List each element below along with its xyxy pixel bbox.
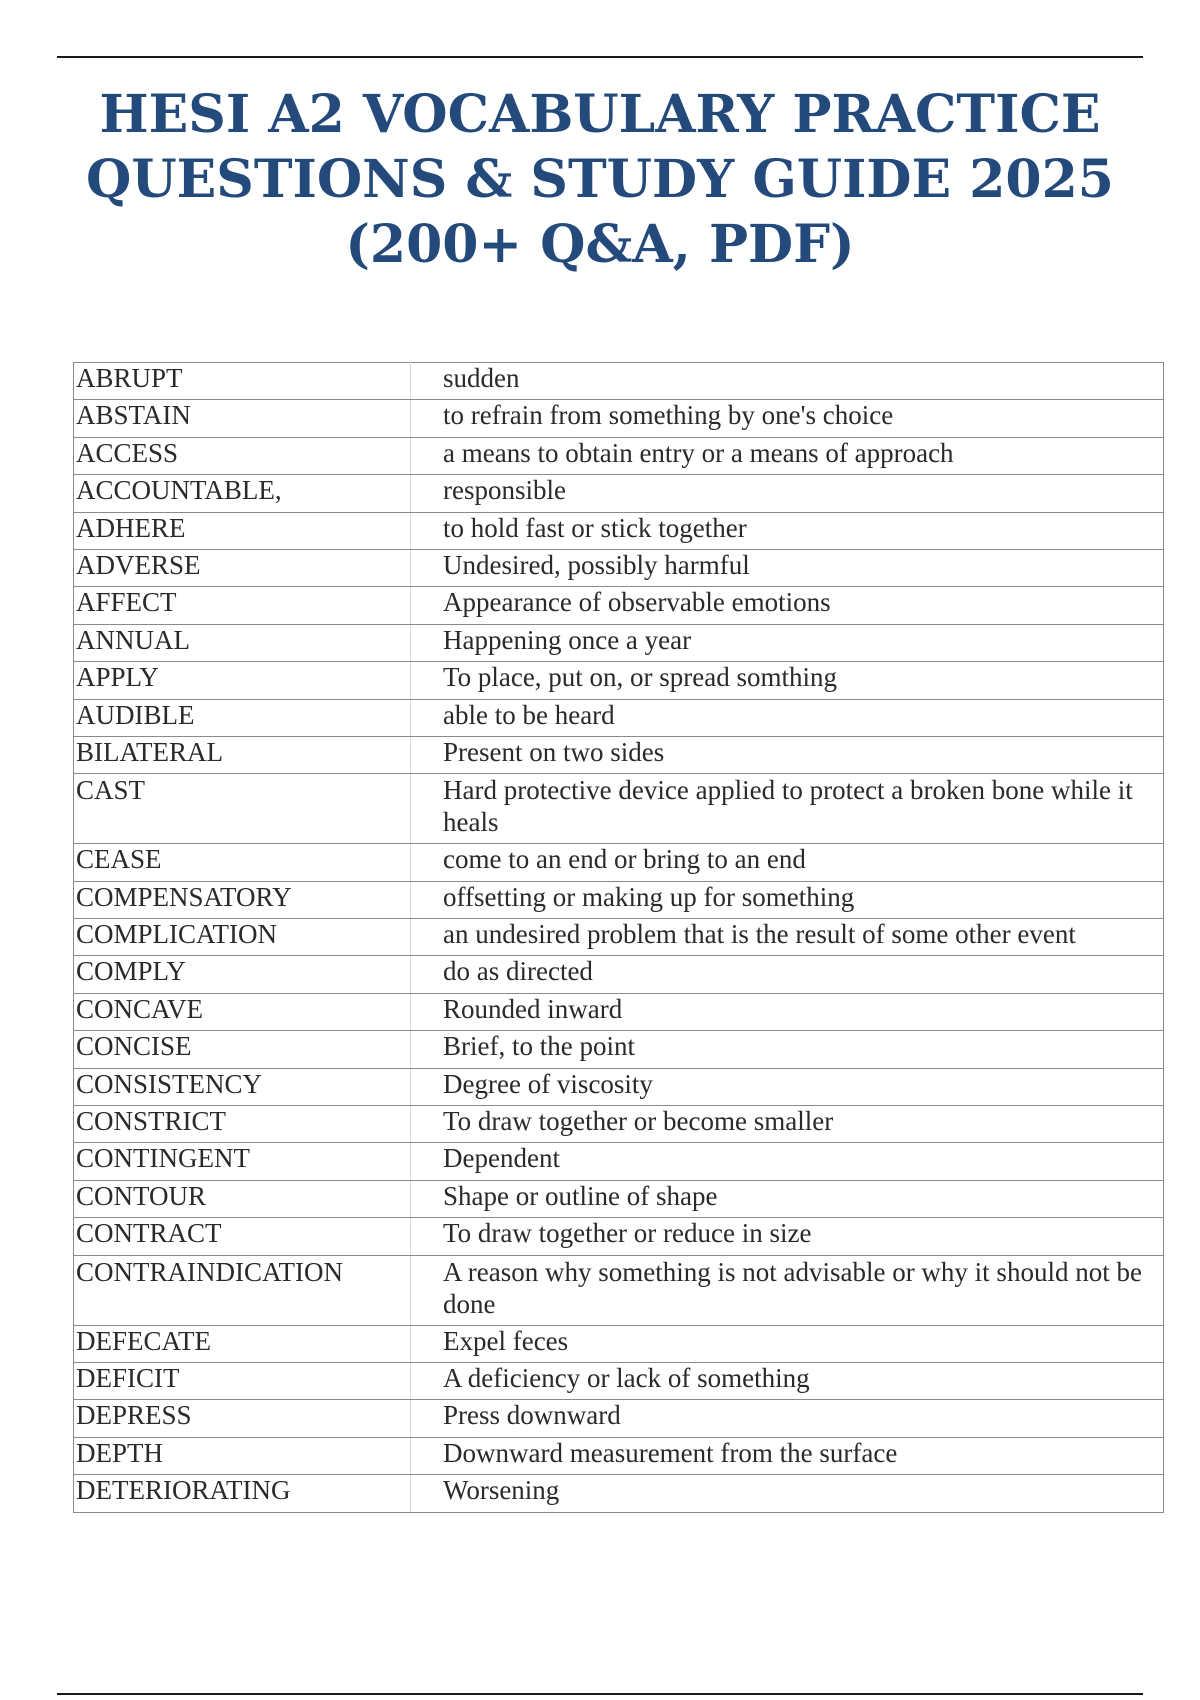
table-row (74, 1068, 1164, 1105)
term-cell: DEFECATE (74, 1325, 411, 1362)
definition-cell: A reason why something is not advisable or why it should not be done (411, 1255, 1164, 1325)
table-row (74, 363, 1164, 400)
table-row (74, 881, 1164, 918)
term-cell: ACCOUNTABLE, (74, 475, 411, 512)
definition-cell: Dependent (411, 1143, 1164, 1180)
term-cell: DEPTH (74, 1437, 411, 1474)
table-row (74, 437, 1164, 474)
document-title (60, 82, 1140, 277)
definition-cell: Brief, to the point (411, 1031, 1164, 1068)
table-row (74, 699, 1164, 736)
term-cell: CEASE (74, 844, 411, 881)
title-line-1: HESI A2 VOCABULARY PRACTICE (99, 84, 1101, 145)
table-row (74, 1400, 1164, 1437)
table-row (74, 1437, 1164, 1474)
term-cell: CONCAVE (74, 993, 411, 1030)
term-cell: ABSTAIN (74, 400, 411, 437)
term-cell: COMPENSATORY (74, 881, 411, 918)
term-cell: CONSISTENCY (74, 1068, 411, 1105)
table-row (74, 993, 1164, 1030)
definition-cell: To place, put on, or spread somthing (411, 662, 1164, 699)
definition-cell: A deficiency or lack of something (411, 1362, 1164, 1399)
definition-cell: Undesired, possibly harmful (411, 549, 1164, 586)
table-row (74, 1218, 1164, 1255)
term-cell: COMPLICATION (74, 919, 411, 956)
table-row (74, 774, 1164, 844)
term-cell: ADHERE (74, 512, 411, 549)
title-line-3: (200+ Q&A, PDF) (345, 214, 855, 275)
definition-cell: Degree of viscosity (411, 1068, 1164, 1105)
term-cell: CONSTRICT (74, 1106, 411, 1143)
bottom-rule (57, 1693, 1143, 1695)
definition-cell: Rounded inward (411, 993, 1164, 1030)
definition-cell: an undesired problem that is the result of some other event (411, 919, 1164, 956)
definition-cell: Appearance of observable emotions (411, 587, 1164, 624)
term-cell: CAST (74, 774, 411, 844)
definition-cell: To draw together or reduce in size (411, 1218, 1164, 1255)
term-cell: CONTRACT (74, 1218, 411, 1255)
table-row (74, 844, 1164, 881)
definition-cell: able to be heard (411, 699, 1164, 736)
term-cell: CONTRAINDICATION (74, 1255, 411, 1325)
top-rule (57, 56, 1143, 58)
definition-cell: responsible (411, 475, 1164, 512)
definition-cell: offsetting or making up for something (411, 881, 1164, 918)
definition-cell: Downward measurement from the surface (411, 1437, 1164, 1474)
table-row (74, 1180, 1164, 1217)
table-row (74, 400, 1164, 437)
table-row (74, 1362, 1164, 1399)
definition-cell: to refrain from something by one's choice (411, 400, 1164, 437)
table-row (74, 1255, 1164, 1325)
definition-cell: Hard protective device applied to protect a broken bone while it heals (411, 774, 1164, 844)
vocabulary-table (73, 362, 1164, 1513)
definition-cell: Shape or outline of shape (411, 1180, 1164, 1217)
term-cell: DETERIORATING (74, 1475, 411, 1512)
table-row (74, 736, 1164, 773)
table-row (74, 1031, 1164, 1068)
term-cell: ANNUAL (74, 624, 411, 661)
definition-cell: to hold fast or stick together (411, 512, 1164, 549)
table-row (74, 624, 1164, 661)
term-cell: ACCESS (74, 437, 411, 474)
table-row (74, 956, 1164, 993)
definition-cell: Happening once a year (411, 624, 1164, 661)
term-cell: DEPRESS (74, 1400, 411, 1437)
term-cell: CONTOUR (74, 1180, 411, 1217)
title-line-2: QUESTIONS & STUDY GUIDE 2025 (86, 149, 1114, 210)
table-row (74, 512, 1164, 549)
table-row (74, 475, 1164, 512)
table-row (74, 1106, 1164, 1143)
definition-cell: do as directed (411, 956, 1164, 993)
definition-cell: a means to obtain entry or a means of approach (411, 437, 1164, 474)
table-row (74, 1325, 1164, 1362)
term-cell: BILATERAL (74, 736, 411, 773)
definition-cell: To draw together or become smaller (411, 1106, 1164, 1143)
table-row (74, 549, 1164, 586)
definition-cell: Present on two sides (411, 736, 1164, 773)
definition-cell: Worsening (411, 1475, 1164, 1512)
term-cell: APPLY (74, 662, 411, 699)
definition-cell: sudden (411, 363, 1164, 400)
definition-cell: Expel feces (411, 1325, 1164, 1362)
table-row (74, 587, 1164, 624)
definition-cell: come to an end or bring to an end (411, 844, 1164, 881)
term-cell: ADVERSE (74, 549, 411, 586)
term-cell: DEFICIT (74, 1362, 411, 1399)
table-row (74, 662, 1164, 699)
term-cell: AFFECT (74, 587, 411, 624)
term-cell: AUDIBLE (74, 699, 411, 736)
term-cell: CONTINGENT (74, 1143, 411, 1180)
term-cell: CONCISE (74, 1031, 411, 1068)
table-row (74, 1143, 1164, 1180)
term-cell: COMPLY (74, 956, 411, 993)
term-cell: ABRUPT (74, 363, 411, 400)
definition-cell: Press downward (411, 1400, 1164, 1437)
table-row (74, 1475, 1164, 1512)
table-row (74, 919, 1164, 956)
